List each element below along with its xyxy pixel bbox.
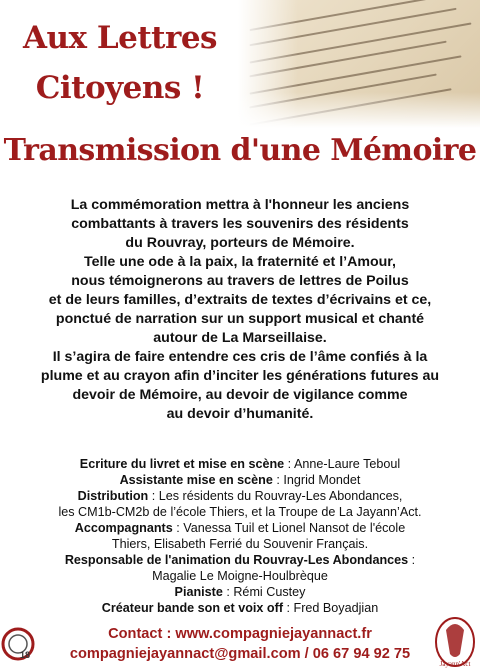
credit-animation-cont: Magalie Le Moigne-Houlbrèque <box>152 569 328 583</box>
intro-line: devoir de Mémoire, au devoir de vigilance comme <box>72 387 408 403</box>
emblem-number: 18 <box>20 650 31 660</box>
title-line-2: Citoyens ! <box>35 70 205 106</box>
credit-sound: Créateur bande son et voix off : Fred Boyadjian <box>101 601 379 615</box>
credit-accompagnants-cont: Thiers, Elisabeth Ferrié du Souvenir Français. <box>111 537 369 551</box>
intro-line: ponctué de narration sur un support musical et chanté <box>55 311 425 327</box>
intro-line: du Rouvray, porteurs de Mémoire. <box>125 235 355 251</box>
logo-text: Jayann'Act <box>439 660 471 668</box>
credit-distribution: Distribution : Les résidents du Rouvray-Les Abondances, <box>77 489 403 503</box>
intro-line: nous témoignerons au travers de lettres de Poilus <box>71 273 409 289</box>
intro-line: autour de La Marseillaise. <box>153 330 327 346</box>
jayann-act-logo-icon <box>432 614 478 670</box>
credit-writing: Ecriture du livret et mise en scène : Anne-Laure Teboul <box>79 457 401 471</box>
credits <box>14 456 466 616</box>
contact-website[interactable]: Contact : www.compagniejayannact.fr <box>108 626 372 642</box>
intro-line: Telle une ode à la paix, la fraternité et l’Amour, <box>84 254 396 270</box>
intro-paragraph <box>20 196 460 424</box>
credit-assistant: Assistante mise en scène : Ingrid Mondet <box>119 473 361 487</box>
credit-animation: Responsable de l'animation du Rouvray-Les Abondances : <box>64 553 416 567</box>
intro-line: La commémoration mettra à l'honneur les anciens <box>70 197 410 213</box>
contact-email-phone[interactable]: compagniejayannact@gmail.com / 06 67 94 92 75 <box>69 646 411 662</box>
intro-line: au devoir d’humanité. <box>166 406 314 422</box>
credit-accompagnants: Accompagnants : Vanessa Tuil et Lionel Nansot de l'école <box>74 521 406 535</box>
handwritten-letter-image <box>238 0 480 128</box>
intro-line: Il s’agira de faire entendre ces cris de l’âme confiés à la <box>52 349 428 365</box>
circular-emblem-icon <box>0 624 36 664</box>
intro-line: combattants à travers les souvenirs des résidents <box>71 216 409 232</box>
intro-line: et de leurs familles, d’extraits de textes d’écrivains et ce, <box>48 292 432 308</box>
title-line-1: Aux Lettres <box>22 20 218 56</box>
subtitle: Transmission d'une Mémoire <box>3 133 477 168</box>
credit-pianist: Pianiste : Rémi Custey <box>174 585 306 599</box>
intro-line: plume et au crayon afin d’inciter les générations futures au <box>40 368 440 384</box>
credit-distribution-cont: les CM1b-CM2b de l’école Thiers, et la Troupe de La Jayann’Act. <box>58 505 422 519</box>
